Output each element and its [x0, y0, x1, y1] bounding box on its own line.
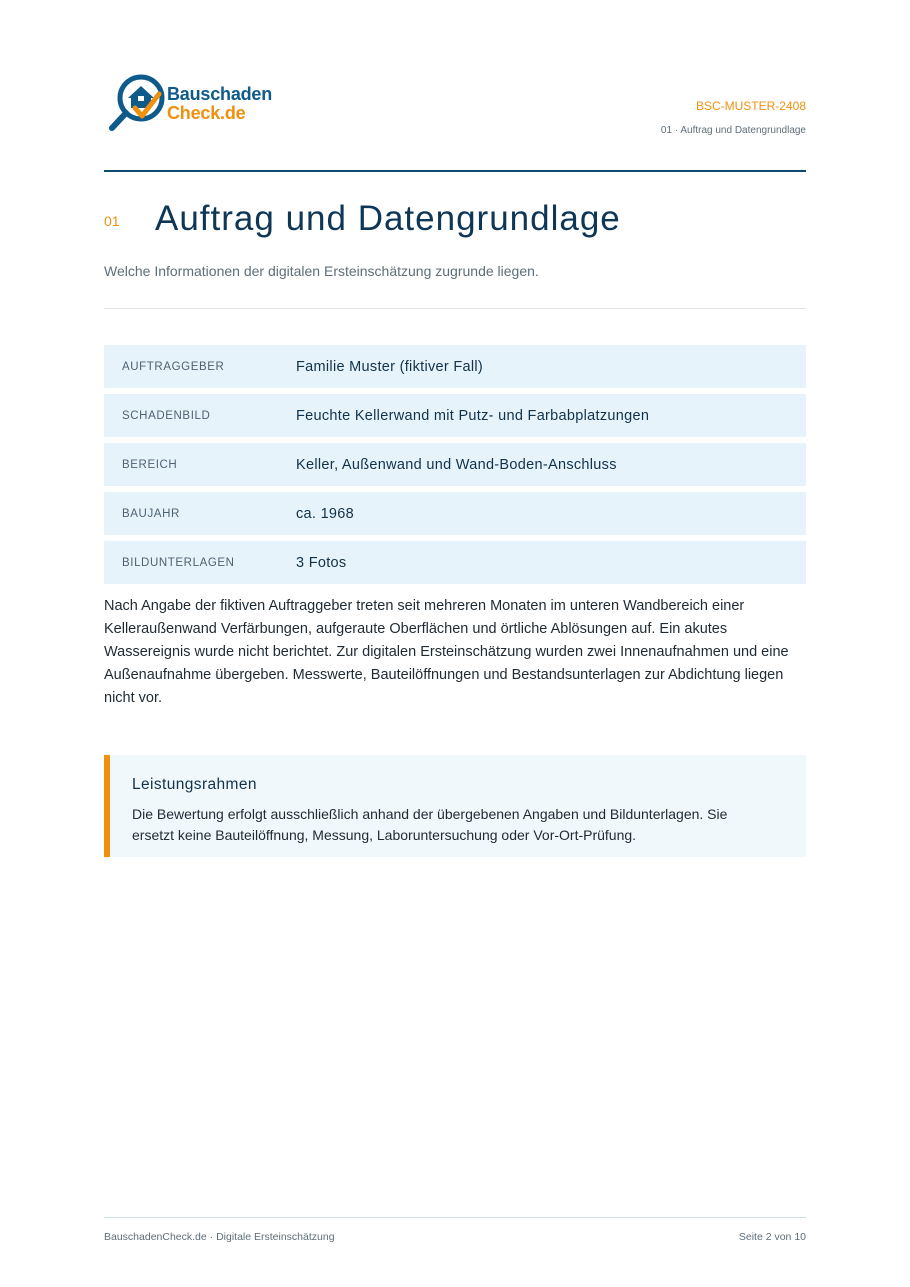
scope-callout — [104, 755, 806, 857]
info-label: BILDUNTERLAGEN — [122, 557, 235, 569]
info-label: BAUJAHR — [122, 508, 180, 520]
info-row-auftraggeber — [104, 345, 806, 388]
page-number: Seite 2 von 10 — [738, 1231, 806, 1243]
section-title: Auftrag und Datengrundlage — [155, 199, 621, 238]
info-label: BEREICH — [122, 459, 178, 471]
brand-logo — [107, 74, 277, 136]
info-row-bildunterlagen — [104, 541, 806, 584]
info-label: AUFTRAGGEBER — [122, 361, 225, 373]
info-table — [104, 345, 806, 590]
info-value: ca. 1968 — [296, 506, 355, 522]
logo-wordmark-line2: Check.de — [167, 103, 246, 123]
subtitle-divider — [104, 308, 806, 309]
footer-brand: BauschadenCheck.de · Digitale Ersteinschätzung — [104, 1231, 335, 1243]
callout-accent-bar — [104, 755, 110, 857]
document-id: BSC-MUSTER-2408 — [695, 99, 806, 113]
logo-wordmark-line1: Bauschaden — [167, 84, 273, 104]
section-subtitle: Welche Informationen der digitalen Ersteinschätzung zugrunde liegen. — [104, 263, 539, 279]
magnifier-house-check-icon — [107, 74, 169, 136]
callout-title: Leistungsrahmen — [132, 776, 257, 793]
info-value: 3 Fotos — [296, 555, 347, 571]
footer-divider — [104, 1217, 806, 1218]
info-value: Feuchte Kellerwand mit Putz- und Farbabplatzungen — [296, 408, 650, 424]
callout-text: Die Bewertung erfolgt ausschließlich anhand der übergebenen Angaben und Bildunterlagen. Sie ersetzt keine Bauteilöffnung, Messung, Laboruntersuchung oder Vor-Ort-Prüfung. — [132, 806, 728, 843]
info-row-bereich — [104, 443, 806, 486]
info-value: Keller, Außenwand und Wand-Boden-Anschluss — [296, 457, 617, 473]
section-number: 01 — [104, 213, 120, 229]
info-label: SCHADENBILD — [122, 410, 211, 422]
section-reference: 01 · Auftrag und Datengrundlage — [660, 125, 806, 136]
info-value: Familie Muster (fiktiver Fall) — [296, 359, 484, 375]
header-divider — [104, 170, 806, 172]
info-row-baujahr — [104, 492, 806, 535]
info-row-schadenbild — [104, 394, 806, 437]
body-paragraph: Nach Angabe der fiktiven Auftraggeber treten seit mehreren Monaten im unteren Wandbereich einer Kelleraußenwand Verfärbungen, aufgeraute Oberflächen und örtliche Ablösungen auf. Ein akutes Wassereignis wurde nicht berichtet. Zur digitalen Ersteinschätzung wurden zwei Innenaufnahmen und eine Außenaufnahme übergeben. Messwerte, Bauteilöffnungen und Bestandsunterlagen zur Abdichtung liegen nicht vor. — [104, 598, 789, 706]
